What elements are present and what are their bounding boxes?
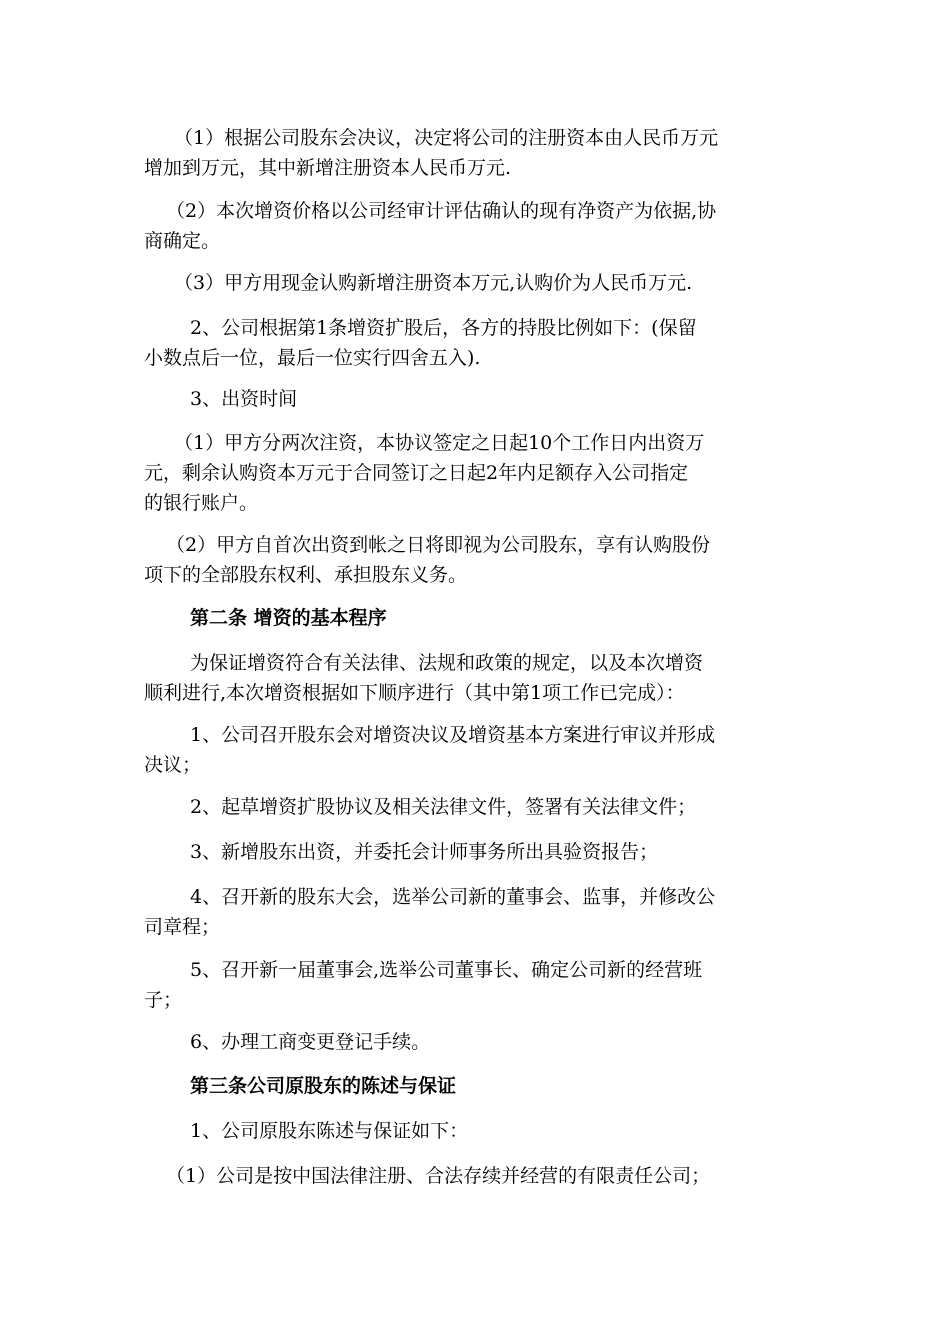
paragraph-contribution-time-1: [144, 428, 809, 518]
text-line: 1、公司原股东陈述与保证如下：: [190, 1120, 469, 1142]
text-line: （1）公司是按中国法律注册、合法存续并经营的有限责任公司；: [166, 1165, 711, 1187]
paragraph-contribution-time: [144, 384, 809, 414]
text-line: 5、召开新一届董事会,选举公司董事长、确定公司新的经营班: [190, 959, 703, 981]
text-line: 3、新增股东出资，并委托会计师事务所出具验资报告；: [190, 841, 659, 863]
paragraph-procedure-intro: [144, 648, 809, 708]
text-line: 为保证增资符合有关法律、法规和政策的规定，以及本次增资: [190, 652, 704, 674]
paragraph-procedure-step-1: [144, 720, 809, 780]
section-heading-article-3: [144, 1071, 809, 1101]
paragraph-procedure-step-6: [144, 1027, 809, 1057]
text-line: 4、召开新的股东大会，选举公司新的董事会、监事，并修改公: [190, 886, 716, 908]
paragraph-procedure-step-5: [144, 955, 809, 1015]
text-line: （2）甲方自首次出资到帐之日将即视为公司股东，享有认购股份: [166, 534, 711, 556]
section-heading-article-2: [144, 603, 809, 633]
text-line: 1、公司召开股东会对增资决议及增资基本方案进行审议并形成: [190, 724, 716, 746]
heading-text: 第二条 增资的基本程序: [190, 607, 387, 629]
paragraph-capital-increase-3: [144, 268, 809, 298]
paragraph-procedure-step-3: [144, 837, 809, 867]
paragraph-contribution-time-2: [144, 530, 809, 590]
text-line: 司章程；: [144, 916, 221, 938]
text-line: 3、出资时间: [190, 388, 298, 410]
paragraph-capital-increase-2: [144, 196, 809, 256]
text-line: （1）甲方分两次注资，本协议签定之日起10个工作日内出资万: [174, 432, 705, 454]
paragraph-shareholding-ratio: [144, 313, 809, 373]
text-line: 的银行账户。: [144, 492, 259, 514]
paragraph-procedure-step-2: [144, 792, 809, 822]
heading-text: 第三条公司原股东的陈述与保证: [190, 1075, 457, 1097]
text-line: 商确定。: [144, 230, 221, 252]
text-line: 子；: [144, 989, 183, 1011]
text-line: 顺利进行,本次增资根据如下顺序进行（其中第1项工作已完成）：: [144, 682, 685, 704]
text-line: 项下的全部股东权利、承担股东义务。: [144, 564, 468, 586]
text-line: 元，剩余认购资本万元于合同签订之日起2年内足额存入公司指定: [144, 462, 689, 484]
text-line: 6、办理工商变更登记手续。: [190, 1031, 431, 1053]
text-line: （3）甲方用现金认购新增注册资本万元,认购价为人民币万元.: [174, 272, 693, 294]
text-line: （1）根据公司股东会决议，决定将公司的注册资本由人民币万元: [174, 127, 719, 149]
text-line: 增加到万元，其中新增注册资本人民币万元.: [144, 157, 512, 179]
text-line: 决议；: [144, 754, 202, 776]
text-line: 2、起草增资扩股协议及相关法律文件，签署有关法律文件；: [190, 796, 697, 818]
text-line: 小数点后一位，最后一位实行四舍五入).: [144, 347, 481, 369]
paragraph-capital-increase-1: [144, 123, 809, 183]
paragraph-representation-intro: [144, 1116, 809, 1146]
paragraph-procedure-step-4: [144, 882, 809, 942]
text-line: （2）本次增资价格以公司经审计评估确认的现有净资产为依据,协: [166, 200, 717, 222]
paragraph-representation-1: [144, 1161, 809, 1191]
text-line: 2、公司根据第1条增资扩股后，各方的持股比例如下：(保留: [190, 317, 697, 339]
